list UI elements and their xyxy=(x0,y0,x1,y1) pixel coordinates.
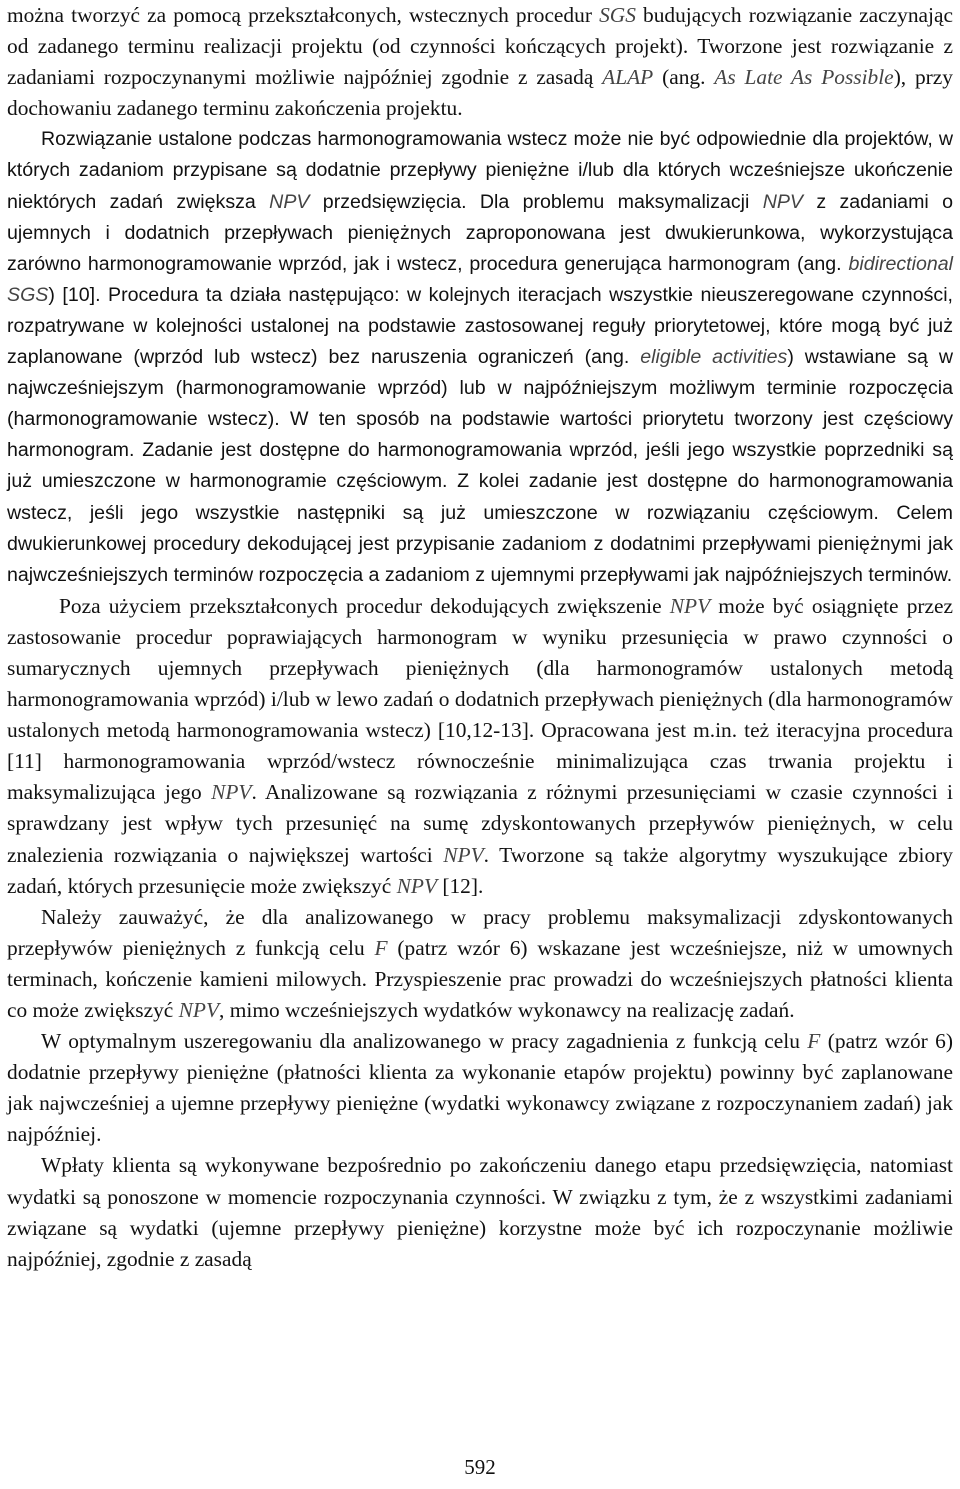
paragraph-5 xyxy=(7,1026,953,1150)
italic-term: bidirectional SGS xyxy=(7,252,953,306)
paragraph-2 xyxy=(7,124,953,590)
italic-term: F xyxy=(374,935,388,960)
text-run: z zadaniami o ujemnych i dodatnich przepływach pieniężnych zaproponowana jest dwukierunkowa, wykorzystująca zarówno harmonogramowanie wprzód, jak i wstecz, procedura generująca harmonogram (ang. xyxy=(7,190,953,275)
text-run: (ang. xyxy=(653,65,715,90)
italic-term: ALAP xyxy=(602,65,654,90)
text-run: . Tworzone są także algorytmy wyszukujące zbiory zadań, których przesunięcie może zwiększyć xyxy=(7,842,953,898)
paragraph-6 xyxy=(7,1150,953,1274)
paragraph-4 xyxy=(7,902,953,1026)
text-run: W optymalnym uszeregowaniu dla analizowanego w pracy zagadnienia z funkcją celu xyxy=(41,1029,808,1054)
paragraph-1 xyxy=(7,0,953,124)
document-body xyxy=(7,0,953,1275)
text-run: Wpłaty klienta są wykonywane bezpośrednio po zakończeniu danego etapu przedsięwzięcia, natomiast wydatki są ponoszone w momencie rozpoczynania czynności. W związku z tym, że z wszystkimi zadaniami związane są wydatki (ujemne przepływy pieniężne) korzystne może być ich rozpoczynanie możliwie najpóźniej, zgodnie z zasadą xyxy=(7,1153,953,1271)
text-run: , mimo wcześniejszych wydatków wykonawcy na realizację zadań. xyxy=(219,998,795,1022)
text-run: Rozwiązanie ustalone podczas harmonogramowania wstecz może nie być odpowiednie dla projektów, w których zadaniom przypisane są dodatnie przepływy pieniężne i/lub dla których wcześniejsze ukończenie niektórych zadań zwiększa xyxy=(7,128,953,213)
italic-term: NPV xyxy=(669,593,711,618)
italic-term: F xyxy=(807,1029,821,1054)
text-run: budujących rozwiązanie zaczynając od zadanego terminu realizacji projektu (od czynności kończących projekt). Tworzone jest rozwiązanie z zadaniami rozpoczynanymi możliwie najpóźniej zgodnie z zasadą xyxy=(7,3,953,90)
page-number: 592 xyxy=(464,1455,496,1479)
italic-term: NPV xyxy=(762,190,803,213)
text-run: Poza użyciem przekształconych procedur dekodujących zwiększenie xyxy=(59,593,670,618)
italic-term: NPV xyxy=(443,842,484,867)
text-run: przedsięwzięcia. Dla problemu maksymalizacji xyxy=(309,190,763,213)
italic-term: eligible activities xyxy=(640,346,788,369)
text-run: (patrz wzór 6) dodatnie przepływy pieniężne (płatności klienta za wykonanie etapów projektu) powinny być zaplanowane jak najwcześniej a ujemne przepływy pieniężne (wydatki wykonawcy związane z rozpoczynaniem zadań) jak najpóźniej. xyxy=(7,1029,953,1147)
italic-term: NPV xyxy=(396,873,438,898)
text-run: ) [10]. Procedura ta działa następująco: w kolejnych iteracjach wszystkie nieuszeregowane czynności, rozpatrywane w kolejności ustalonej na podstawie zastosowanej reguły priorytetowej, które mogą być już zaplanowane (wprzód lub wstecz) bez naruszenia ograniczeń (ang. xyxy=(7,283,953,369)
italic-term: NPV xyxy=(211,780,252,805)
text-run: Należy zauważyć, że dla analizowanego w pracy problemu maksymalizacji zdyskontowanych przepływów pieniężnych z funkcją celu xyxy=(7,904,953,960)
text-run: może być osiągnięte przez zastosowanie procedur poprawiających harmonogram w wyniku przesunięcia w prawo czynności o sumarycznych ujemnych przepływach pieniężnych (dla harmonogramów ustalonych metodą harmonogramowania wprzód) i/lub w lewo zadań o dodatnich przepływach pieniężnych (dla harmonogramów ustalonych metodą harmonogramowania wstecz) [10,12-13]. Opracowana jest m.in. też iteracyjna procedura [11] harmonogramowania wprzód/wstecz równocześnie minimalizująca czas trwania projektu i maksymalizująca jego xyxy=(7,593,953,805)
italic-term: SGS xyxy=(599,3,636,27)
text-run: można tworzyć za pomocą przekształconych, wstecznych procedur xyxy=(7,3,600,27)
text-run: ), przy dochowaniu zadanego terminu zakończenia projektu. xyxy=(7,65,953,121)
italic-term: As Late As Possible xyxy=(714,65,894,90)
text-run: (patrz wzór 6) wskazane jest wcześniejsze, niż w umownych terminach, kończenie kamieni milowych. Przyspieszenie prac prowadzi do wcześniejszych płatności klienta co może zwiększyć xyxy=(7,935,953,1022)
text-run: [12]. xyxy=(437,873,484,898)
text-run: . Analizowane są rozwiązania z różnymi przesunięciami w czasie czynności i sprawdzany jest wpływ tych przesunięć na sumę zdyskontowanych przepływów pieniężnych, w celu znalezienia rozwiązania o największej wartości xyxy=(7,780,953,867)
italic-term: NPV xyxy=(269,190,310,213)
italic-term: NPV xyxy=(178,998,220,1022)
paragraph-3 xyxy=(7,591,953,902)
text-run: ) wstawiane są w najwcześniejszym (harmonogramowanie wprzód) lub w najpóźniejszym możliwym terminie rozpoczęcia (harmonogramowanie wstecz). W ten sposób na podstawie wartości priorytetu tworzony jest częściowy harmonogram. Zadanie jest dostępne do harmonogramowania wprzód, jeśli jego wszystkie poprzedniki są już umieszczone w harmonogramie częściowym. Z kolei zadanie jest dostępne do harmonogramowania wstecz, jeśli jego wszystkie następniki są już umieszczone w rozwiązaniu częściowym. Celem dwukierunkowej procedury dekodującej jest przypisanie zadaniom z dodatnimi przepływami pieniężnymi jak najwcześniejszych terminów rozpoczęcia a zadaniom z ujemnymi przepływami jak najpóźniejszych terminów. xyxy=(7,346,953,586)
